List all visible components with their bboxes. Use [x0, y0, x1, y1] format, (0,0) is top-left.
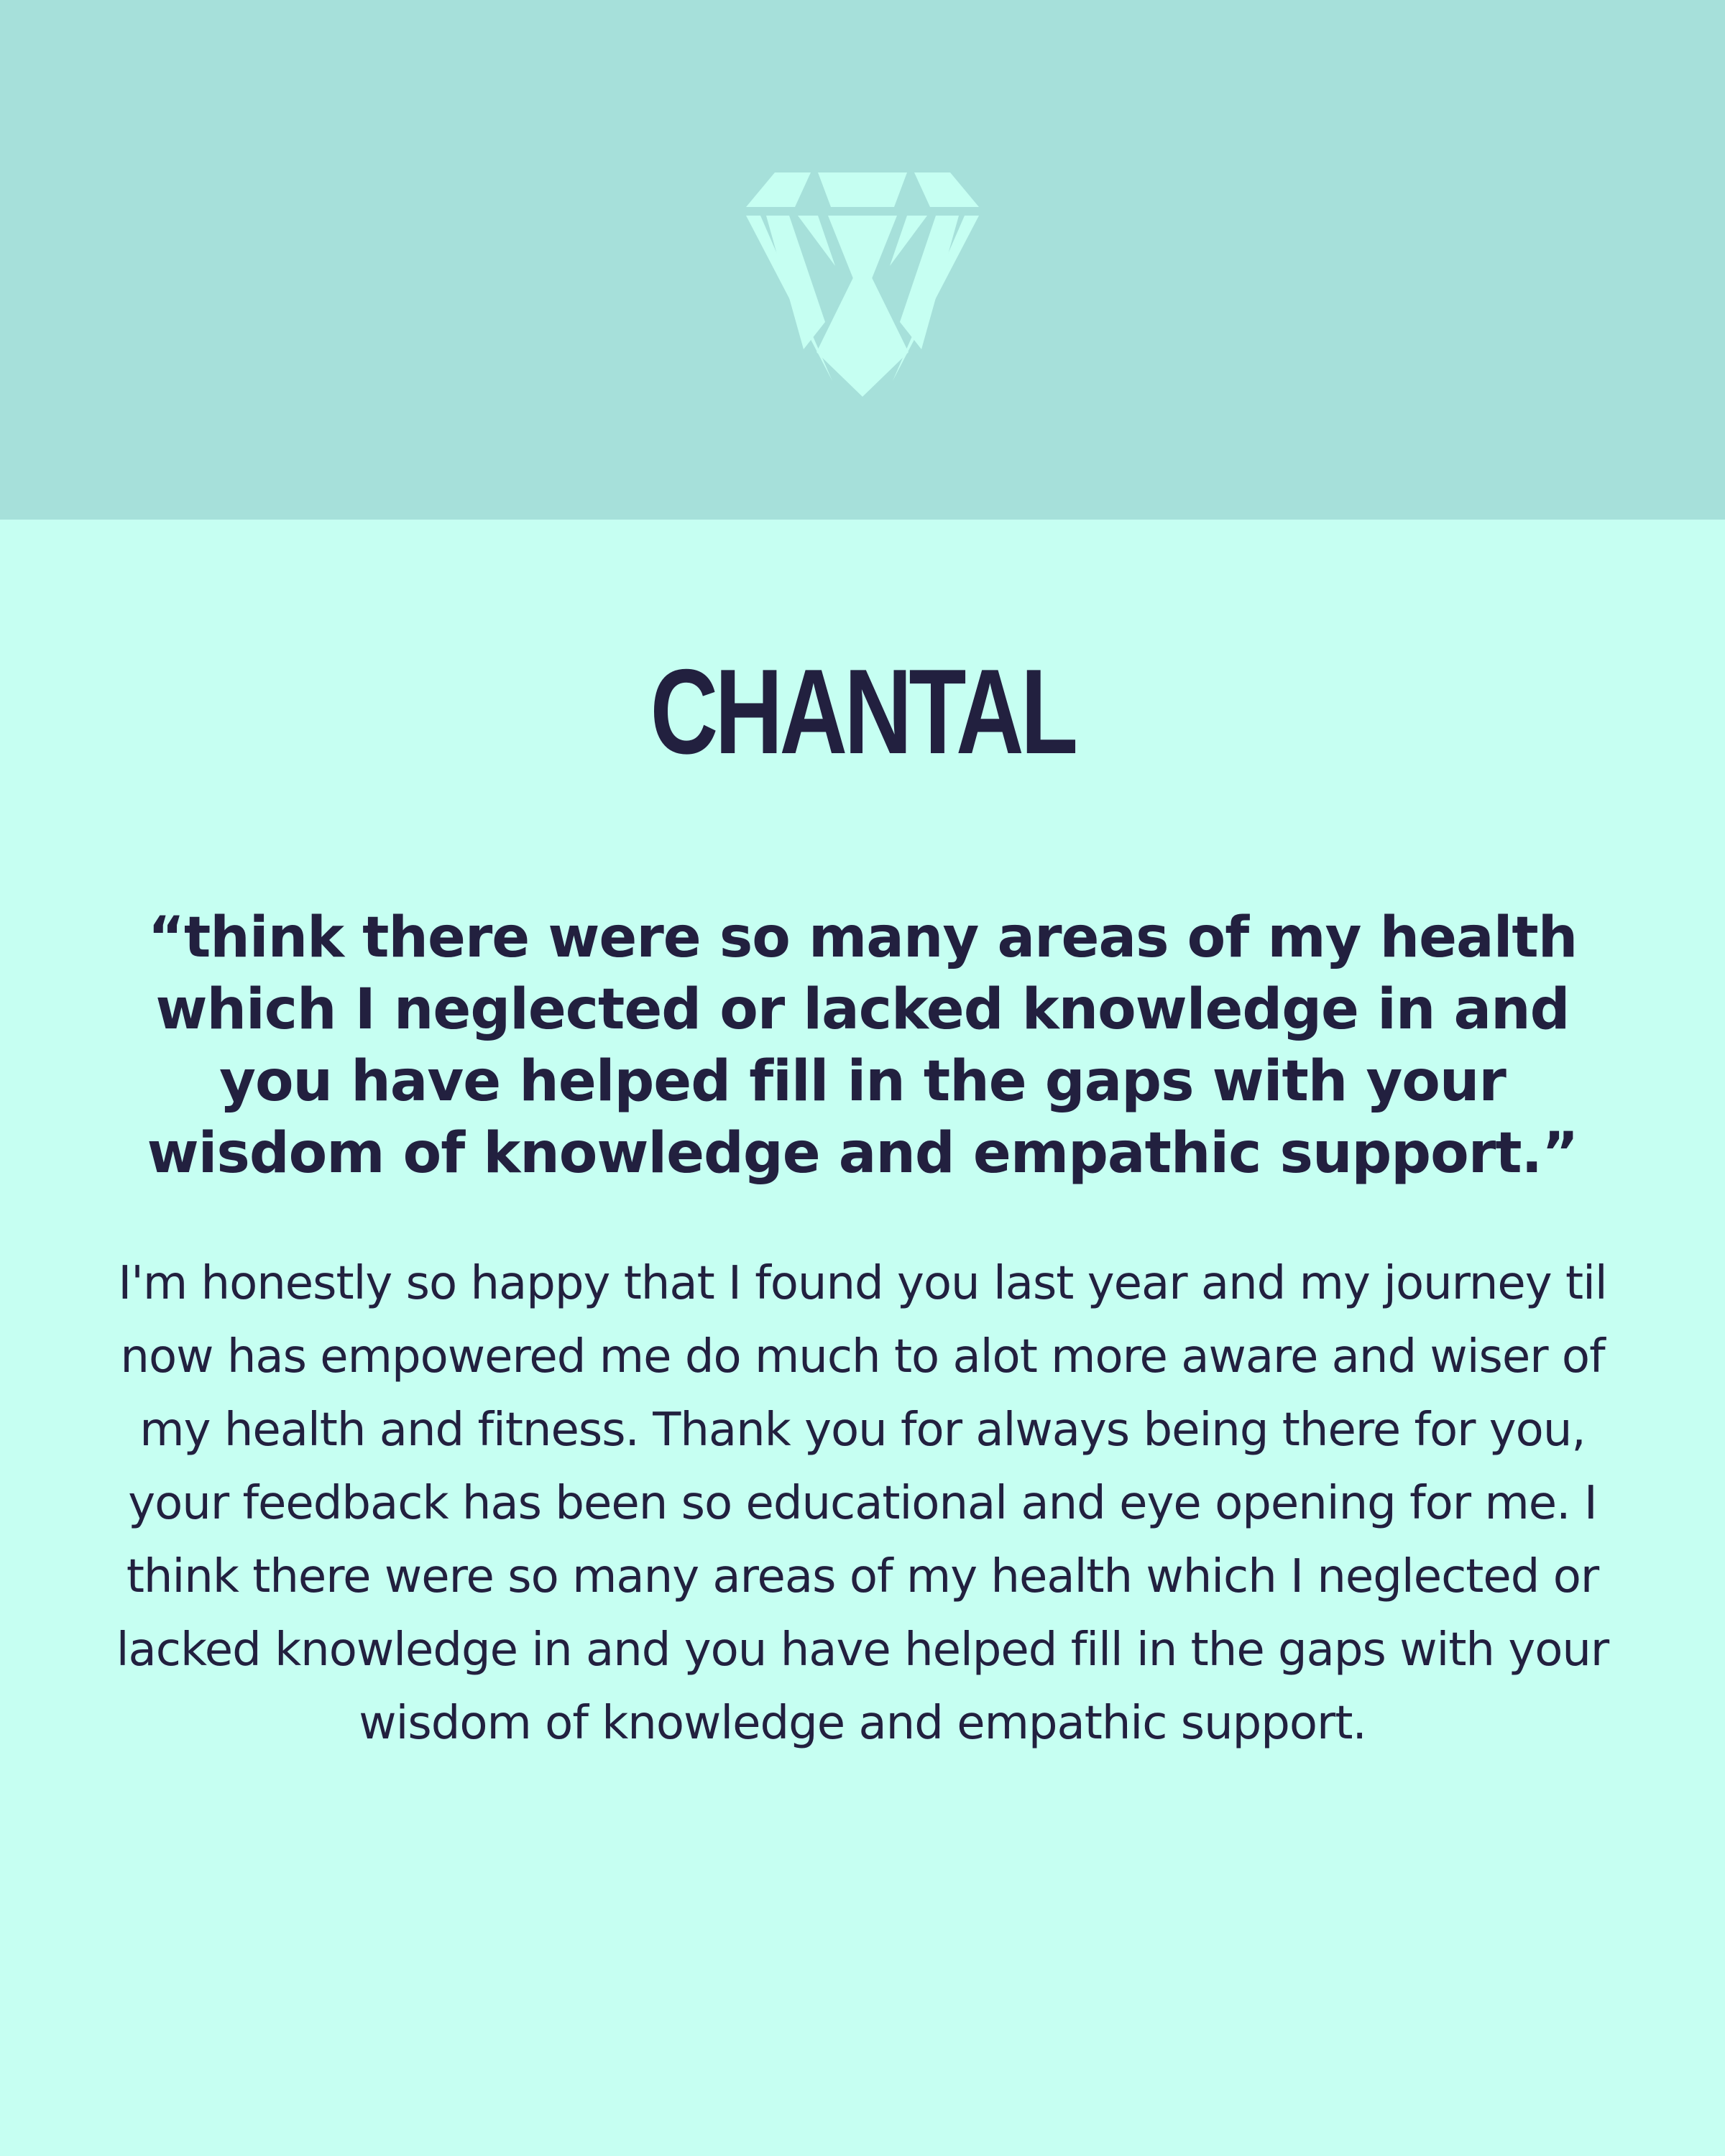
testimonial-body: I'm honestly so happy that I found you last year and my journey til now has empowered me do much to alot more aware and wiser of my health and fitness. Thank you for always being there for you, your feedback has been so educational and eye opening for me. I think there were so many areas of my health which I neglected or lacked knowledge in and you have helped fill in the gaps with your wisdom of knowledge and empathic support. [116, 1257, 1609, 1750]
header-band [0, 0, 1725, 520]
testimonial-name: CHANTAL [650, 644, 1075, 779]
testimonial-quote: “think there were so many areas of my health which I neglected or lacked knowledge in and you have helped fill in the gaps with your wisdom of knowledge and empathic support.” [147, 906, 1578, 1186]
diamond-icon [746, 172, 979, 397]
